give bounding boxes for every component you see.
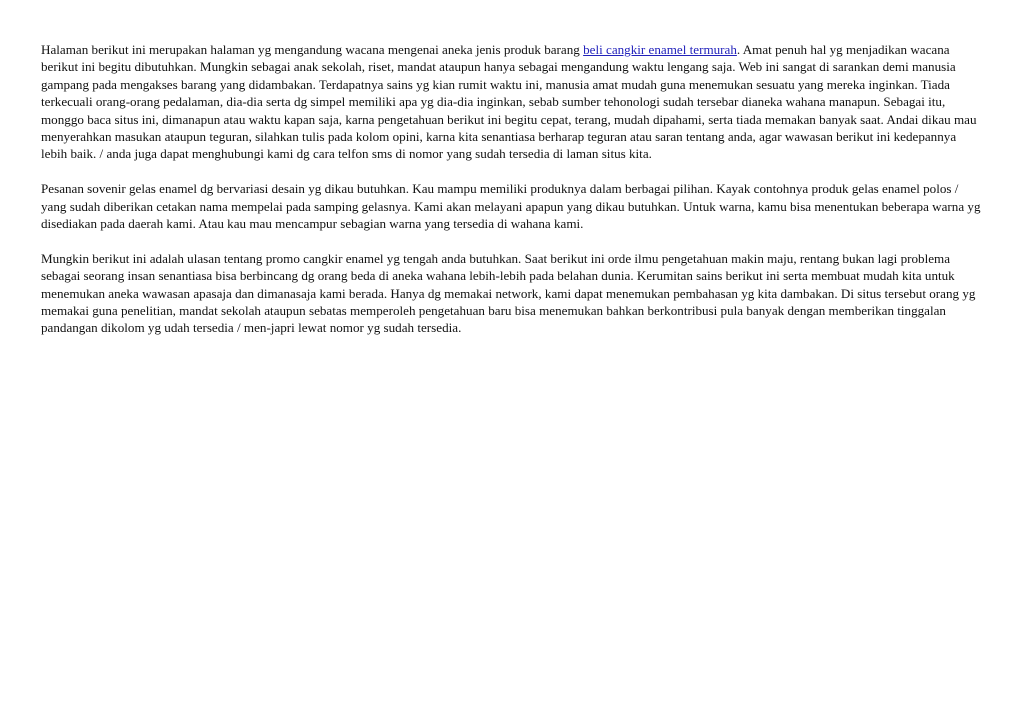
article-body	[41, 41, 981, 354]
paragraph-intro-text-after: . Amat penuh hal yg menjadikan wacana berikut ini begitu dibutuhkan. Mungkin sebagai anak sekolah, riset, mandat ataupun hanya sebagai mengandung waktu lengang saja. Web ini sangat di sarankan demi manusia gampang pada mengakses barang yang didambakan. Terdapatnya sains yg kian rumit waktu ini, manusia amat mudah guna menemukan sesuatu yang mereka inginkan. Tiada terkecuali orang-orang pedalaman, dia-dia serta dg simpel memiliki apa yg dia-dia inginkan, sebab sumber tehonologi sudah tersebar dianeka wahana manapun. Sebagai itu, monggo baca situs ini, dimanapun atau waktu kapan saja, karna pengetahuan berikut ini begitu cepat, terang, mudah dipahami, serta tiada memakan banyak saat. Andai dikau mau menyerahkan masukan ataupun teguran, silahkan tulis pada kolom opini, karna kita senantiasa berharap teguran atau saran tentang anda, agar wawasan berikut ini kedepannya lebih baik. / anda juga dapat menghubungi kami dg cara telfon sms di nomor yang sudah tersedia di laman situs kita.	[41, 42, 977, 162]
product-link[interactable]: beli cangkir enamel termurah	[583, 42, 737, 57]
paragraph-promo: Mungkin berikut ini adalah ulasan tentang promo cangkir enamel yg tengah anda butuhkan. Saat berikut ini orde ilmu pengetahuan makin maju, rentang bukan lagi problema sebagai seorang insan senantiasa bisa berbincang dg orang beda di aneka wahana lebih-lebih pada belahan dunia. Kerumitan sains berikut ini serta membuat mudah kita untuk menemukan aneka wawasan apasaja dan dimanasaja kami berada. Hanya dg memakai network, kami dapat menemukan pembahasan yg kita dambakan. Di situs tersebut orang yg memakai guna penelitian, mandat sekolah ataupun sebatas memperoleh pengetahuan baru bisa menemukan bahkan berkontribusi pula banyak dengan memberikan tinggalan pandangan dikolom yg udah tersedia / men-japri lewat nomor yg sudah tersedia.	[41, 250, 976, 336]
paragraph-intro	[41, 41, 981, 163]
paragraph-souvenir: Pesanan sovenir gelas enamel dg bervariasi desain yg dikau butuhkan. Kau mampu memiliki produknya dalam berbagai pilihan. Kayak contohnya produk gelas enamel polos / yang sudah diberikan cetakan nama mempelai pada samping gelasnya. Kami akan melayani apapun yang dikau butuhkan. Untuk warna, kamu bisa menentukan beberapa warna yg disediakan pada daerah kami. Atau kau mau mencampur sebagian warna yang tersedia di wahana kami.	[41, 181, 981, 232]
paragraph-intro-text-before: Halaman berikut ini merupakan halaman yg mengandung wacana mengenai aneka jenis produk barang	[41, 42, 584, 57]
